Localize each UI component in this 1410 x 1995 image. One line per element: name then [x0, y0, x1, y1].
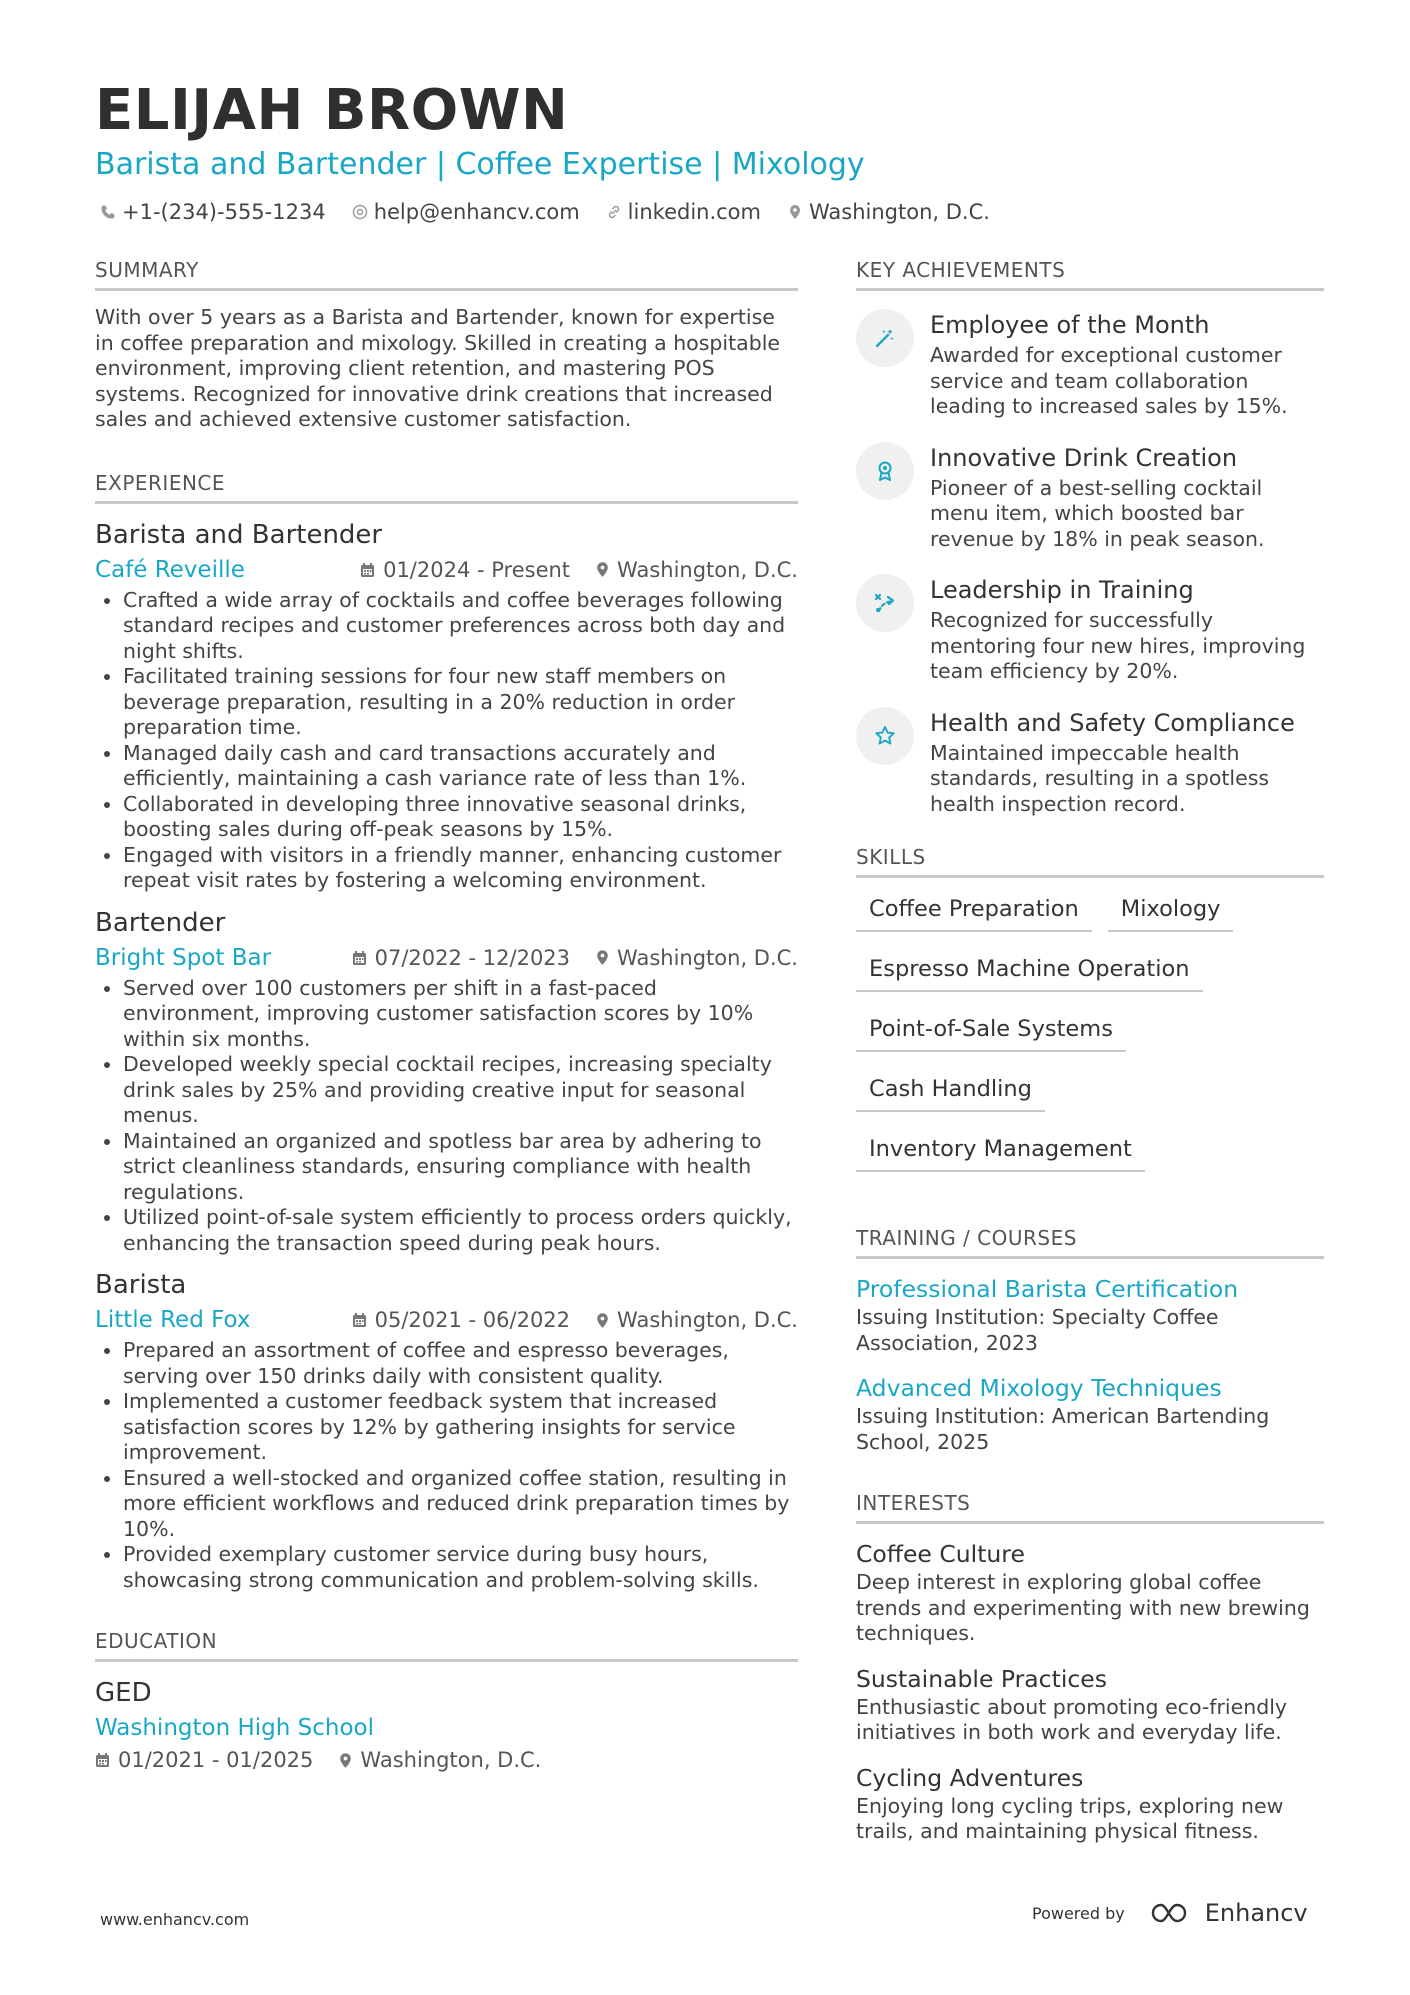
achievement-item: [856, 309, 1324, 420]
footer-branding: [1032, 1899, 1308, 1927]
contact-linkedin[interactable]: [606, 200, 761, 224]
job-location: [596, 1304, 798, 1336]
achievement-icon-badge: [856, 707, 914, 765]
contact-bar: [100, 200, 990, 224]
location-text: Washington, D.C.: [808, 200, 990, 224]
course-desc: Issuing Institution: American Bartending School, 2025: [856, 1404, 1270, 1454]
achievement-item: [856, 442, 1324, 553]
location-pin-icon: [596, 949, 609, 966]
achievement-desc: Recognized for successfully mentoring four new hires, improving team efficiency by 20%.: [930, 608, 1306, 683]
job-bullet: • Maintained an organized and spotless bar area by adhering to strict cleanliness standards, ensuring compliance with health regulations.: [123, 1129, 798, 1206]
job-info-row: [95, 942, 798, 974]
experience-section: [95, 471, 798, 1594]
candidate-name: ELIJAH BROWN: [95, 78, 569, 143]
location-pin-icon: [787, 204, 803, 220]
job-entry: [95, 518, 798, 894]
achievement-icon-badge: [856, 574, 914, 632]
job-location-text: Washington, D.C.: [617, 1308, 798, 1332]
job-role: Barista: [95, 1270, 187, 1300]
job-info-row: [95, 1304, 798, 1336]
job-dates: [352, 942, 570, 974]
job-bullet: • Managed daily cash and card transactions accurately and efficiently, maintaining a cash variance rate of less than 1%.: [123, 741, 798, 792]
phone-icon: [100, 204, 116, 220]
linkedin-text: linkedin.com: [627, 200, 761, 224]
calendar-icon: [95, 1752, 110, 1768]
skill-tag: Inventory Management: [856, 1132, 1145, 1172]
job-role: Bartender: [95, 907, 226, 938]
skills-section: [856, 845, 1324, 1172]
job-location-text: Washington, D.C.: [617, 557, 798, 582]
job-company[interactable]: Little Red Fox: [95, 1307, 251, 1333]
summary-section: [95, 258, 798, 433]
course-title[interactable]: Advanced Mixology Techniques: [856, 1374, 1222, 1402]
skill-tag: Cash Handling: [856, 1072, 1045, 1112]
interest-desc: Deep interest in exploring global coffee trends and experimenting with new brewing techniques.: [856, 1570, 1310, 1645]
education-section: [95, 1629, 798, 1772]
interest-desc: Enjoying long cycling trips, exploring new trails, and maintaining physical fitness.: [856, 1793, 1284, 1843]
calendar-icon: [352, 950, 367, 966]
job-bullets: [95, 976, 798, 1257]
job-company[interactable]: Bright Spot Bar: [95, 944, 272, 971]
contact-location: [787, 200, 990, 224]
skill-tag: Mixology: [1108, 892, 1234, 932]
achievement-desc: Pioneer of a best-selling cocktail menu item, which boosted bar revenue by 18% in peak season.: [930, 475, 1265, 551]
at-icon: [352, 204, 368, 220]
job-bullet: • Engaged with visitors in a friendly manner, enhancing customer repeat visit rates by fostering a welcoming environment.: [123, 843, 798, 894]
interest-desc: Enthusiastic about promoting eco-friendly initiatives in both work and everyday life.: [856, 1694, 1288, 1744]
job-meta: [352, 1304, 798, 1336]
course-desc: Issuing Institution: Specialty Coffee Association, 2023: [856, 1305, 1219, 1355]
achievement-title: Innovative Drink Creation: [930, 443, 1238, 472]
achievement-item: [856, 707, 1324, 818]
course-title[interactable]: Professional Barista Certification: [856, 1275, 1239, 1303]
job-bullet: • Developed weekly special cocktail recipes, increasing specialty drink sales by 25% and providing creative input for seasonal menus.: [123, 1052, 798, 1129]
achievement-title: Leadership in Training: [930, 576, 1194, 604]
interest-title: Coffee Culture: [856, 1540, 1025, 1568]
brand-name: Enhancv: [1204, 1899, 1308, 1927]
education-location-text: Washington, D.C.: [360, 1748, 542, 1772]
education-heading: EDUCATION: [95, 1629, 798, 1662]
achievement-item: [856, 574, 1324, 685]
skills-heading: SKILLS: [856, 845, 1324, 878]
degree: GED: [95, 1678, 152, 1708]
headline: Barista and Bartender | Coffee Expertise | Mixology: [95, 147, 865, 182]
job-dates-text: 01/2024 - Present: [383, 557, 571, 582]
achievement-desc: Maintained impeccable health standards, resulting in a spotless health inspection record.: [930, 740, 1270, 816]
job-bullet: • Served over 100 customers per shift in a fast-paced environment, improving customer satisfaction scores by 10% within six months.: [123, 976, 798, 1053]
job-bullet: • Collaborated in developing three innovative seasonal drinks, boosting sales during off-peak seasons by 15%.: [123, 792, 798, 843]
strategy-icon: [873, 591, 897, 615]
job-info-row: [95, 554, 798, 586]
calendar-icon: [352, 1312, 367, 1328]
experience-heading: EXPERIENCE: [95, 471, 798, 504]
job-location: [596, 554, 798, 586]
achievement-desc: Awarded for exceptional customer service and team collaboration leading to increased sales by 15%.: [930, 343, 1288, 418]
job-bullets: [95, 588, 798, 894]
link-icon: [606, 204, 622, 220]
job-meta: [360, 554, 798, 586]
left-column: [95, 258, 798, 1772]
skill-tag: Espresso Machine Operation: [856, 952, 1203, 992]
contact-phone[interactable]: [100, 200, 326, 224]
education-dates: [95, 1748, 313, 1772]
training-heading: TRAINING / COURSES: [856, 1226, 1324, 1259]
job-location-text: Washington, D.C.: [617, 945, 798, 970]
job-dates: [360, 554, 570, 586]
education-dates-text: 01/2021 - 01/2025: [118, 1748, 314, 1772]
achievements-section: [856, 258, 1324, 817]
job-entry: [95, 1268, 798, 1593]
job-bullet: • Prepared an assortment of coffee and espresso beverages, serving over 150 drinks daily with consistent quality.: [123, 1338, 798, 1389]
enhancv-logo-icon: [1149, 1901, 1195, 1925]
job-dates-text: 05/2021 - 06/2022: [374, 1308, 571, 1332]
footer-website[interactable]: www.enhancv.com: [100, 1910, 250, 1929]
skill-tag: Coffee Preparation: [856, 892, 1092, 932]
interest-title: Cycling Adventures: [856, 1763, 1084, 1792]
interest-title: Sustainable Practices: [856, 1664, 1107, 1693]
job-role: Barista and Bartender: [95, 519, 383, 550]
school[interactable]: Washington High School: [95, 1715, 374, 1741]
email-text: help@enhancv.com: [373, 200, 580, 224]
star-icon: [873, 724, 897, 748]
achievement-title: Health and Safety Compliance: [930, 708, 1295, 737]
magic-wand-icon: [873, 326, 897, 350]
job-location: [596, 942, 798, 974]
achievement-icon-badge: [856, 442, 914, 500]
job-bullets: [95, 1338, 798, 1593]
location-pin-icon: [596, 1312, 609, 1329]
education-location: [339, 1748, 541, 1772]
job-entry: [95, 906, 798, 1257]
skill-tag: Point-of-Sale Systems: [856, 1012, 1126, 1052]
powered-by-label: Powered by: [1032, 1903, 1125, 1923]
job-bullet: • Ensured a well-stocked and organized coffee station, resulting in more efficient workflows and reduced drink preparation times by 10%.: [123, 1466, 798, 1543]
location-pin-icon: [339, 1752, 352, 1769]
contact-email[interactable]: [352, 200, 580, 224]
job-dates: [352, 1304, 570, 1336]
job-bullet: • Provided exemplary customer service during busy hours, showcasing strong communication and problem-solving skills.: [123, 1542, 798, 1593]
achievement-icon-badge: [856, 309, 914, 367]
interests-section: [856, 1491, 1324, 1845]
training-section: [856, 1226, 1324, 1455]
job-dates-text: 07/2022 - 12/2023: [374, 945, 571, 970]
calendar-icon: [360, 562, 375, 578]
job-bullet: • Facilitated training sessions for four new staff members on beverage preparation, resulting in a 20% reduction in order preparation time.: [123, 664, 798, 741]
right-column: [856, 258, 1324, 1861]
job-bullet: • Implemented a customer feedback system that increased satisfaction scores by 12% by gathering insights for service improvement.: [123, 1389, 798, 1466]
interests-heading: INTERESTS: [856, 1491, 1324, 1524]
skills-list: [856, 892, 1324, 1172]
job-company[interactable]: Café Reveille: [95, 556, 245, 583]
phone-text: +1-(234)-555-1234: [122, 200, 326, 224]
summary-heading: SUMMARY: [95, 258, 798, 291]
award-ribbon-icon: [873, 459, 897, 483]
location-pin-icon: [596, 561, 609, 578]
education-meta: [95, 1748, 798, 1772]
brand-logo[interactable]: [1149, 1899, 1308, 1927]
summary-text: With over 5 years as a Barista and Bartender, known for expertise in coffee preparation and mixology. Skilled in creating a hospitable environment, improving client retention, and mastering POS systems. Recognized for innovative drink creations that increased sales and achieved extensive customer satisfaction.: [95, 305, 781, 431]
achievements-heading: KEY ACHIEVEMENTS: [856, 258, 1324, 291]
achievement-title: Employee of the Month: [930, 311, 1210, 339]
job-bullet: • Utilized point-of-sale system efficiently to process orders quickly, enhancing the transaction speed during peak hours.: [123, 1205, 798, 1256]
job-bullet: • Crafted a wide array of cocktails and coffee beverages following standard recipes and customer preferences across both day and night shifts.: [123, 588, 798, 665]
job-meta: [352, 942, 798, 974]
